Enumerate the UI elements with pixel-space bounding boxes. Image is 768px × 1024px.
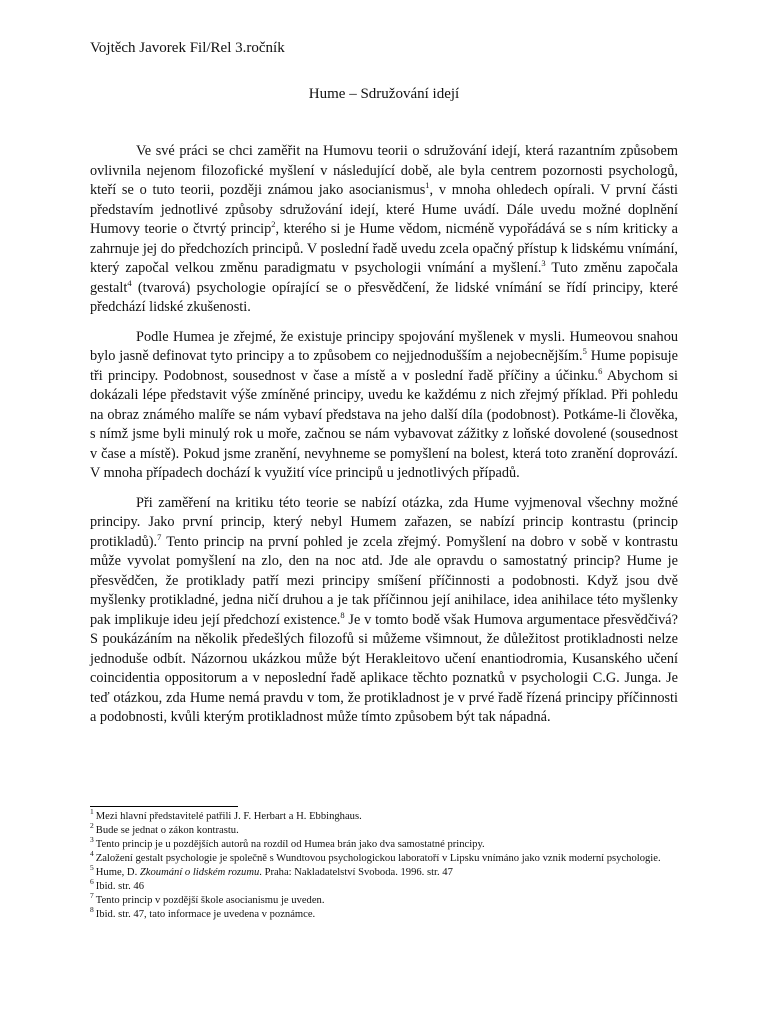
footnote-ref: 5 <box>582 346 587 357</box>
footnote <box>90 835 680 852</box>
paragraph <box>90 328 678 484</box>
italic-text: Zkoumání o lidském rozumu <box>139 867 260 878</box>
author-header: Vojtěch Javorek Fil/Rel 3.ročník <box>90 40 285 56</box>
footnote-number: 3 <box>90 835 94 845</box>
footnote <box>90 905 680 922</box>
footnote-ref: 6 <box>598 365 603 376</box>
text-run: Hume popisuje tři principy. Podobnost, sousednost v čase a místě a v poslední řadě příčiny a účinku. <box>90 348 678 384</box>
footnote-number: 2 <box>90 821 94 831</box>
footnote-number: 1 <box>90 807 94 817</box>
text-run: Ve své práci se chci zaměřit na Humovu teorii o sdružování idejí, která razantním způsobem ovlivnila nejenom filozofické myšlení v následující době, ale byla centrem pozornosti psychologů, kteří se o tuto teorii, později známou jako asocianismus <box>90 143 678 198</box>
paragraph <box>90 142 678 318</box>
footnote-number: 7 <box>90 891 94 901</box>
footnote-number: 6 <box>90 877 94 887</box>
text-run: , kterého si je Hume vědom, nicméně vypořádává se s ním kriticky a zahrnuje jej do předchozích principů. V poslední řadě uvedu zcela opačný přístup k lidskému vnímání, který započal velkou změnu paradigmatu v psychologii vnímání a myšlení. <box>90 221 678 276</box>
page-title: Hume – Sdružování idejí <box>308 86 460 102</box>
text-run: Tento princip je u pozdějších autorů na rozdíl od Humea brán jako dva samostatné principy. <box>95 839 485 850</box>
footnote-separator <box>90 806 238 807</box>
footnote <box>90 877 680 894</box>
footnote-number: 4 <box>90 849 94 859</box>
footnote-ref: 4 <box>127 277 132 288</box>
text-run: Je v tomto bodě však Humova argumentace přesvědčivá? S poukázáním na několik předešlých filozofů si můžeme všimnout, že důležitost protikladnosti nelze jednoduše odbít. Názornou ukázkou může být Herakleitovo učení enantiodromia, Kusanského učení coincidentia oppositorum a v neposlední řadě aplikace těchto poznatků v psychologii C.G. Junga. Je teď otázkou, zda Hume nemá pravdu v tom, že protikladnost je v prvé řadě řízená principy příčinnosti a podobnosti, kvůli kterým protikladnost může tímto způsobem být tak nápadná. <box>90 611 678 725</box>
footnote <box>90 863 680 880</box>
footnotes <box>90 807 680 922</box>
text-run: Bude se jednat o zákon kontrastu. <box>95 825 239 836</box>
text-run: Založení gestalt psychologie je společně s Wundtovou psychologickou laboratoří v Lipsku vnímáno jako vznik moderní psychologie. <box>95 853 661 864</box>
footnote-number: 5 <box>90 863 94 873</box>
footnote <box>90 807 680 824</box>
footnote <box>90 849 680 866</box>
footnote <box>90 821 680 838</box>
text-run: Abychom si dokázali lépe představit výše zmíněné principy, uvedu ke každému z nich zřejmý příklad. Při pohledu na obraz známého malíře se nám vybaví představa na jeho další díla (podobnost). Potkáme-li člověka, s nímž jsme byli minulý rok u moře, začnou se nám vybavovat zážitky z loňské dovolené (sousednost v čase a místě). Pokud jsme zranění, nevyhneme se pomyšlení na bolest, která toto zranění doprovází. V mnoha případech dochází k využití více principů u jednotlivých případů. <box>90 367 679 481</box>
text-run: Tuto změnu započala gestalt <box>90 260 678 296</box>
text-run: Ibid. str. 46 <box>95 881 145 892</box>
footnote-number: 8 <box>90 905 94 915</box>
footnote-ref: 7 <box>157 531 162 542</box>
footnote-ref: 1 <box>425 180 430 191</box>
text-run: Při zaměření na kritiku této teorie se nabízí otázka, zda Hume vyjmenoval všechny možné principy. Jako první princip, který nebyl Humem zařazen, se nabízí princip kontrastu (princip protikladů). <box>90 494 678 550</box>
footnote <box>90 891 680 908</box>
text-run: Hume, D. <box>95 867 140 878</box>
text-run: , v mnoha ohledech opírali. V první části představím jednotlivé způsoby sdružování idejí, které Hume uvádí. Dále uvedu možné doplnění Humovy teorie o čtvrtý princip <box>90 182 678 237</box>
paragraph <box>90 494 678 728</box>
text-run: (tvarová) psychologie opírající se o přesvědčení, že lidské vnímání se řídí principy, které předchází lidské zkušenosti. <box>90 279 678 315</box>
text-run: Podle Humea je zřejmé, že existuje principy spojování myšlenek v mysli. Humeovou snahou bylo jasně definovat tyto principy a to způsobem co nejjednodušším a nejobecnějším. <box>90 328 678 364</box>
text-run: Ibid. str. 47, tato informace je uvedena v poznámce. <box>95 909 316 920</box>
body-text <box>90 142 678 738</box>
text-run: Tento princip na první pohled je zcela zřejmý. Pomyšlení na dobro v sobě v kontrastu může vyvolat pomyšlení na zlo, den na noc atd. Jde ale opravdu o samostatný princip? Hume je přesvědčen, že protiklady patří mezi principy smíšení příčinnosti a podobnosti. Když jsou dvě myšlenky protikladné, jedna ničí druhou a je tak příčinnou její anihilace, idea anihilace této myšlenky pak implikuje ideu její předchozí existence. <box>90 533 678 628</box>
footnote-ref: 2 <box>271 219 276 230</box>
text-run: Tento princip v pozdější škole asocianismu je uveden. <box>95 895 325 906</box>
footnote-ref: 8 <box>340 609 345 620</box>
text-run: Mezi hlavní představitelé patřili J. F. Herbart a H. Ebbinghaus. <box>95 811 362 822</box>
footnote-ref: 3 <box>541 258 546 269</box>
text-run: . Praha: Nakladatelství Svoboda. 1996. str. 47 <box>259 867 453 878</box>
